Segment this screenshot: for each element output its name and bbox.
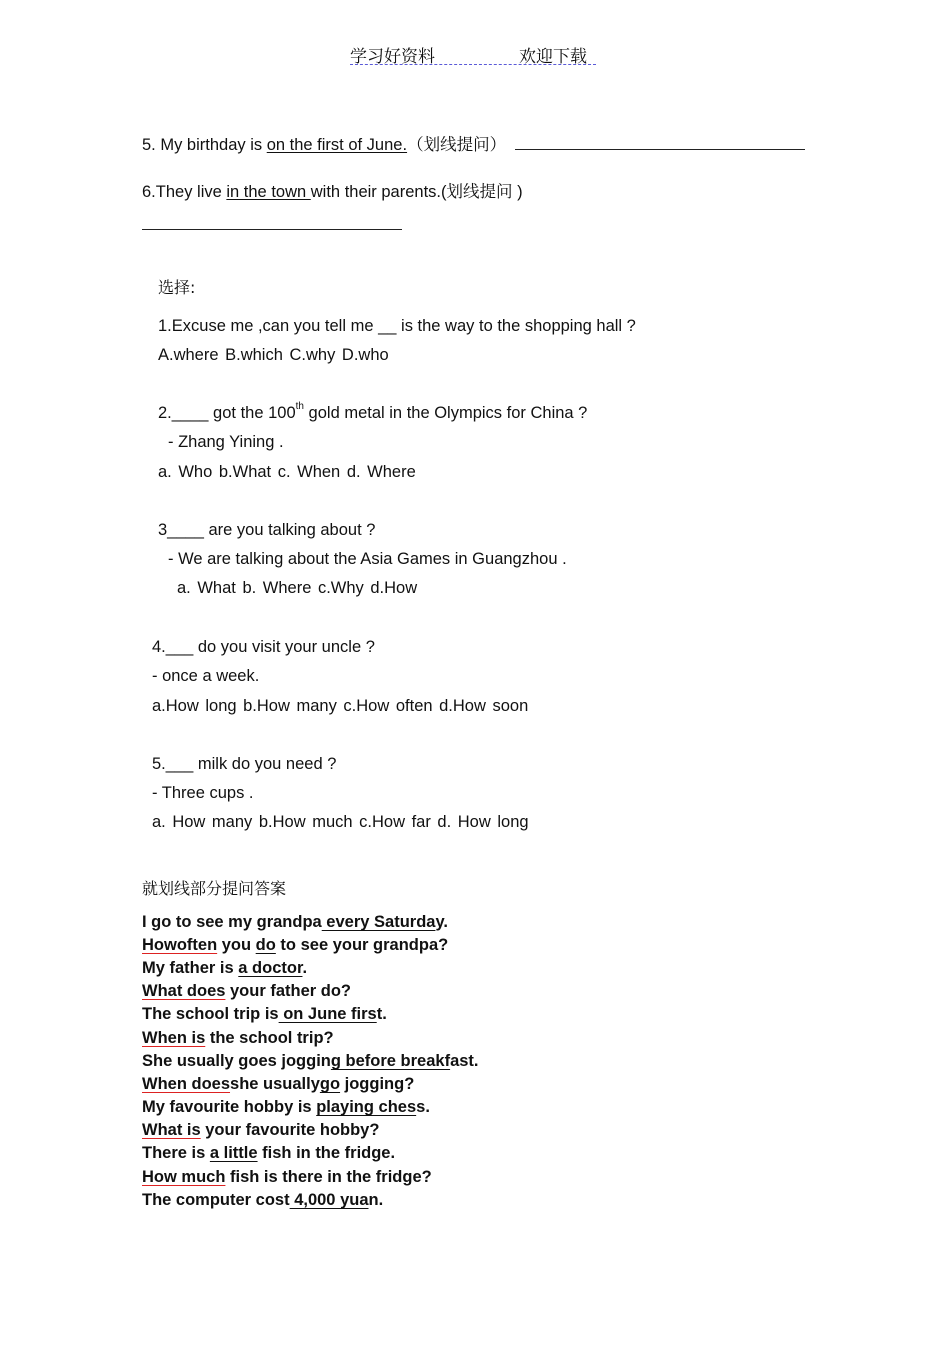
red-underlined-phrase: What does [142,982,226,1000]
answer-line [142,1005,387,1024]
underlined-phrase: a doctor [238,959,303,977]
answer-blank[interactable] [142,229,402,230]
header-right: 欢迎下载 [519,47,587,67]
answer-text: she usually [230,1075,320,1093]
choice-q3-options: a. What b. Where c.Why d.How [177,579,418,597]
underlined-phrase: in the town [226,183,311,201]
answer-text: to see your grandpa? [275,936,449,954]
answer-line [142,1168,432,1187]
answer-line [142,936,448,955]
choice-q4-options: a.How long b.How many c.How often d.How soon [152,697,529,715]
answer-line [142,1121,379,1140]
superscript: th [295,401,304,412]
choice-q3-stem: 3____ are you talking about ? [158,521,376,539]
answer-text: My favourite hobby is [142,1098,317,1116]
choice-q2-stem: 2.____ got the 100th gold metal in the Olympics for China ? [158,401,588,422]
answer-text: the school trip? [205,1029,334,1047]
answer-text: s. [416,1098,430,1116]
answer-text: jogging? [340,1075,415,1093]
answer-text: t. [376,1005,387,1023]
answer-line [142,1144,395,1163]
underlined-phrase: do [255,936,276,954]
answer-line [142,982,351,1001]
answer-text: fish in the fridge. [257,1144,396,1162]
answer-line [142,1052,479,1071]
choice-q4-reply: - once a week. [152,667,260,685]
choice-q1-stem: 1.Excuse me ,can you tell me __ is the way to the shopping hall ? [158,317,636,335]
red-underlined-phrase: When is [142,1029,206,1047]
choice-q5-options: a. How many b.How much c.How far d. How long [152,813,529,831]
answer-text: . [302,959,308,977]
underlined-phrase: playing ches [316,1098,417,1116]
choice-q2-reply: - Zhang Yining . [168,433,284,451]
answer-text: There is [142,1144,210,1162]
answer-line [142,1029,334,1048]
answer-text: I go to see my grandpa [142,913,322,931]
underlined-phrase: on June firs [278,1005,377,1023]
rewrite-question-5: 5. My birthday is on the first of June.（划线提问） [142,131,805,155]
underlined-phrase: on the first of June. [266,136,408,154]
red-underlined-phrase: When does [142,1075,231,1093]
red-underlined-phrase: How much [142,1168,226,1186]
answer-blank[interactable] [515,148,805,150]
answer-text: your father do? [225,982,352,1000]
underlined-phrase: a little [209,1144,258,1162]
header-left: 学习好资料 [350,47,435,67]
red-underlined-phrase: What is [142,1121,201,1139]
choice-q5-stem: 5.___ milk do you need ? [152,755,337,773]
underlined-phrase: 4,000 yua [289,1191,369,1209]
underlined-phrase: every Saturda [321,913,436,931]
choice-section-title: 选择: [158,278,196,297]
choice-q5-reply: - Three cups . [152,784,254,802]
answer-line [142,1098,430,1117]
rewrite-question-6: 6.They live in the town with their parents.(划线提问 ) [142,183,523,201]
answer-text: My father is [142,959,239,977]
header-dashed-rule [350,64,596,65]
answer-text: n. [368,1191,384,1209]
answer-text: y. [435,913,448,931]
answer-line [142,959,307,978]
answer-line [142,1191,383,1210]
answer-line [142,913,448,932]
answer-text: The school trip is [142,1005,279,1023]
answer-text: She usually goes joggin [142,1052,331,1070]
underlined-phrase: go [319,1075,341,1093]
choice-q2-options: a. Who b.What c. When d. Where [158,463,416,481]
choice-q1-options: A.where B.which C.why D.who [158,346,389,364]
choice-q4-stem: 4.___ do you visit your uncle ? [152,638,375,656]
answer-text: your favourite hobby? [200,1121,380,1139]
answer-text: you [217,936,256,954]
choice-q3-reply: - We are talking about the Asia Games in Guangzhou . [168,550,567,568]
red-underlined-phrase: Howoften [142,936,218,954]
answer-text: fish is there in the fridge? [225,1168,432,1186]
answers-section-title: 就划线部分提问答案 [142,879,287,898]
answer-text: The computer cost [142,1191,290,1209]
underlined-phrase: g before breakf [330,1052,451,1070]
answer-line [142,1075,414,1094]
answer-text: ast. [450,1052,479,1070]
